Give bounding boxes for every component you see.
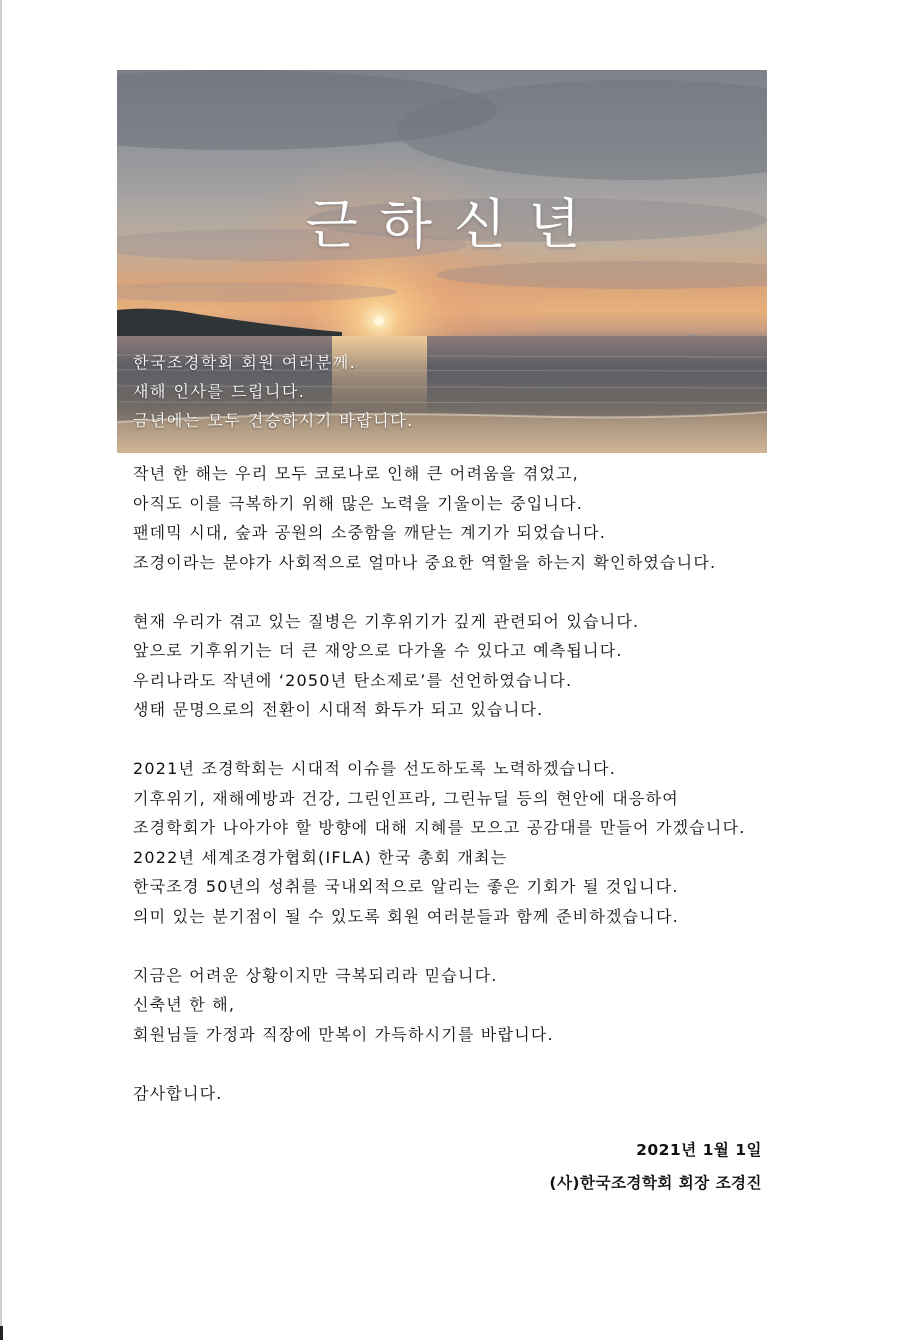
greeting-line: 새해 인사를 드립니다. — [133, 382, 306, 401]
letter-line: 기후위기, 재해예방과 건강, 그린인프라, 그린뉴딜 등의 현안에 대응하여 — [133, 788, 679, 808]
letter-line: 회원님들 가정과 직장에 만복이 가득하시기를 바랍니다. — [133, 1024, 554, 1044]
letter-line: 조경이라는 분야가 사회적으로 얼마나 중요한 역할을 하는지 확인하였습니다. — [133, 552, 717, 572]
page-edge — [0, 0, 2, 1340]
letter-line: 2022년 세계조경가협회(IFLA) 한국 총회 개최는 — [133, 847, 508, 867]
letter-line: 아직도 이를 극복하기 위해 많은 노력을 기울이는 중입니다. — [133, 493, 584, 513]
page-corner-mark — [0, 1326, 3, 1340]
letter-line: 감사합니다. — [133, 1083, 223, 1103]
paragraph — [133, 754, 793, 931]
letter-line: 생태 문명으로의 전환이 시대적 화두가 되고 있습니다. — [133, 700, 544, 719]
letter-line: 2021년 조경학회는 시대적 이슈를 선도하도록 노력하겠습니다. — [133, 759, 616, 778]
letter-body — [133, 459, 793, 1138]
sunset-photo-banner — [117, 70, 767, 453]
letter-line: 조경학회가 나아가야 할 방향에 대해 지혜를 모으고 공감대를 만들어 가겠습니다. — [133, 818, 746, 837]
letter-line: 우리나라도 작년에 ‘2050년 탄소제로’를 선언하였습니다. — [133, 670, 573, 690]
letter-line: 한국조경 50년의 성취를 국내외적으로 알리는 좋은 기회가 될 것입니다. — [133, 877, 679, 896]
letter-line: 앞으로 기후위기는 더 큰 재앙으로 다가올 수 있다고 예측됩니다. — [133, 641, 623, 660]
hero-greeting — [133, 348, 414, 435]
hero-title: 근하신년 — [305, 193, 603, 256]
letter-line: 팬데믹 시대, 숲과 공원의 소중함을 깨닫는 계기가 되었습니다. — [133, 523, 606, 542]
paragraph — [133, 459, 793, 577]
letter-line: 신축년 한 해, — [133, 995, 236, 1014]
letter-line: 지금은 어려운 상황이지만 극복되리라 믿습니다. — [133, 965, 498, 985]
greeting-line: 금년에는 모두 건승하시기 바랍니다. — [133, 411, 414, 430]
paragraph — [133, 607, 793, 725]
letter-line: 작년 한 해는 우리 모두 코로나로 인해 큰 어려움을 겪었고, — [133, 464, 579, 483]
letter-line: 현재 우리가 겪고 있는 질병은 기후위기가 깊게 관련되어 있습니다. — [133, 611, 640, 631]
letter-line: 의미 있는 분기점이 될 수 있도록 회원 여러분들과 함께 준비하겠습니다. — [133, 906, 679, 926]
paragraph — [133, 961, 793, 1050]
letter-date: 2021년 1월 1일 — [636, 1141, 762, 1159]
paragraph — [133, 1079, 793, 1109]
signature-block — [549, 1134, 762, 1200]
greeting-line: 한국조경학회 회원 여러분께. — [133, 353, 357, 372]
letter-author: (사)한국조경학회 회장 조경진 — [549, 1174, 762, 1192]
